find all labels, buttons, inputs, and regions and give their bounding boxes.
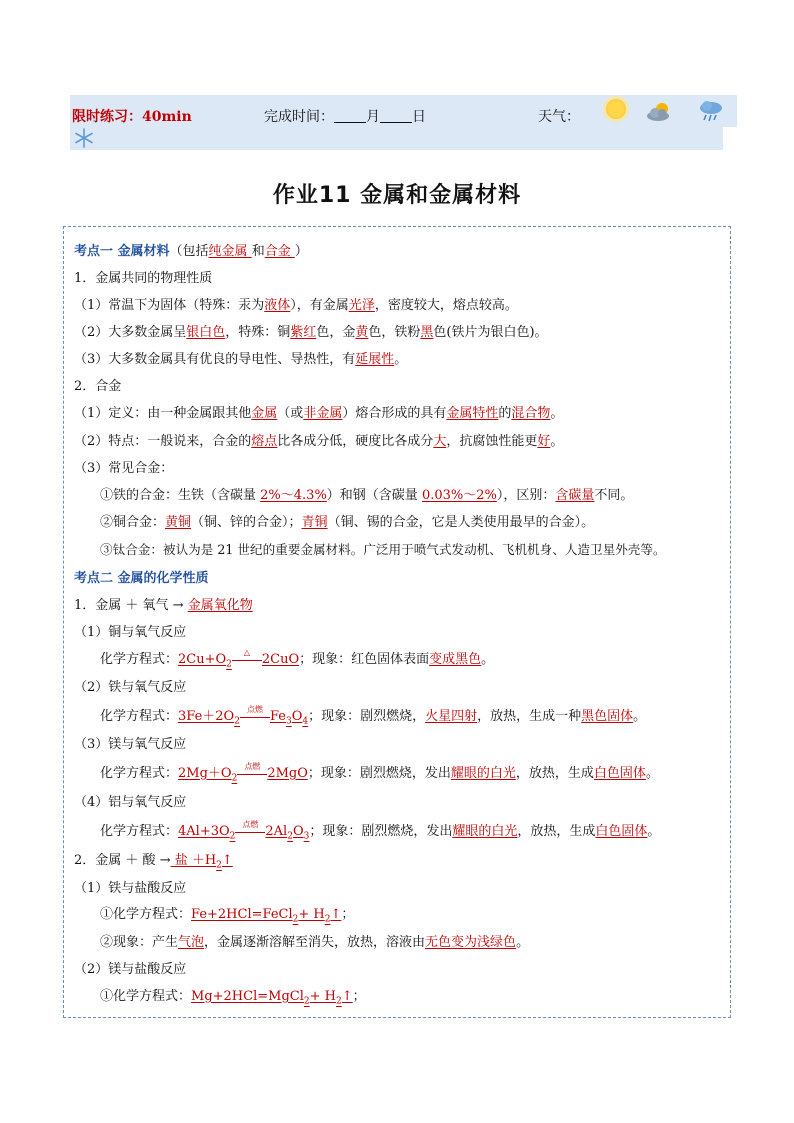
time-limit: 限时练习：40min [72, 109, 192, 125]
iron-acid-phenomenon: ②现象：产生气泡，金属逐渐溶解至消失，放热，溶液由无色变为浅绿色。 [100, 935, 530, 950]
sun-icon[interactable] [606, 99, 626, 119]
titanium-alloy-line: ③钛合金：被认为是 21 世纪的重要金属材料。广泛用于喷气式发动机、飞机机身、人造卫星外壳等。 [100, 542, 666, 557]
metal-acid-rule: 2．金属 ＋ 酸 → 盐 $+H_2↑$ [74, 853, 233, 871]
section2-heading: 考点二 金属的化学性质 [74, 571, 209, 586]
iron-oxygen-equation: 化学方程式：$3Fe+2O_2$ 点燃 $Fe_3O_4$；现象：剧烈燃烧，火星四射，放热，生成一种黑色固体。 [100, 705, 647, 727]
reaction-condition-arrow: △ [232, 653, 262, 663]
reaction-condition-arrow: 点燃 [240, 710, 270, 720]
reaction-condition-arrow: 点燃 [237, 767, 267, 777]
partly-cloudy-icon[interactable] [646, 101, 674, 123]
aluminum-oxygen-equation: 化学方程式：$4Al+3O_2$ 点燃 $2Al_2O_3$；现象：剧烈燃烧，发出耀眼的白光，放热，生成白色固体。 [100, 820, 661, 842]
physical-properties-heading: 1．金属共同的物理性质 [74, 271, 213, 286]
magnesium-oxygen-equation: 化学方程式：$2Mg+O_2$ 点燃 2MgO；现象：剧烈燃烧，发出耀眼的白光，放热，生成白色固体。 [100, 762, 659, 784]
iron-acid-equation: ①化学方程式：Fe+2HCl=FeCl$_2$+ $H_2↑$； [100, 907, 355, 925]
reaction-condition-arrow: 点燃 [235, 825, 265, 835]
month-blank[interactable] [334, 108, 366, 123]
aluminum-oxygen-heading: （4）铝与氧气反应 [74, 795, 187, 810]
snowflake-icon[interactable] [74, 128, 94, 148]
weather-label: 天气： [538, 109, 580, 125]
magnesium-acid-equation: ①化学方程式：Mg+2HCl=MgCl$_2$+ $H_2↑$； [100, 989, 366, 1007]
copper-alloy-line: ②铜合金：黄铜（铜、锌的合金）；青铜（铜、锡的合金，它是人类使用最早的合金）。 [100, 515, 595, 530]
finish-time: 完成时间： 月 日 [264, 109, 426, 125]
copper-oxygen-equation: 化学方程式：$2Cu+O_2$ △ 2CuO；现象：红色固体表面变成黑色。 [100, 648, 495, 670]
alloy-definition: （1）定义：由一种金属跟其他金属（或非金属）熔合形成的具有金属特性的混合物。 [74, 406, 564, 421]
magnesium-acid-heading: （2）镁与盐酸反应 [74, 962, 187, 977]
alloy-heading: 2．合金 [74, 379, 122, 394]
section1-heading: 考点一 金属材料（包括纯金属 和合金 ） [74, 244, 308, 259]
property-line-1: （1）常温下为固体（特殊：汞为液体），有金属光泽，密度较大，熔点较高。 [74, 298, 518, 313]
day-blank[interactable] [380, 108, 412, 123]
copper-oxygen-heading: （1）铜与氧气反应 [74, 625, 187, 640]
common-alloys-heading: （3）常见合金： [74, 461, 174, 476]
content-box [63, 226, 731, 1018]
iron-acid-heading: （1）铁与盐酸反应 [74, 881, 187, 896]
property-line-2: （2）大多数金属呈银白色，特殊：铜紫红色，金黄色，铁粉黑色(铁片为银白色)。 [74, 325, 548, 340]
metal-oxygen-rule: 1．金属 ＋ 氧气 → 金属氧化物 [74, 598, 253, 613]
property-line-3: （3）大多数金属具有优良的导电性、导热性，有延展性。 [74, 352, 408, 367]
header-banner-lower [70, 127, 723, 150]
iron-oxygen-heading: （2）铁与氧气反应 [74, 680, 187, 695]
iron-alloy-line: ①铁的合金：生铁（含碳量 2%～4.3%）和钢（含碳量 0.03%～2%），区别：含碳量不同。 [100, 488, 634, 503]
magnesium-oxygen-heading: （3）镁与氧气反应 [74, 737, 187, 752]
page-title: 作业11 金属和金属材料 [272, 183, 522, 208]
rain-cloud-icon[interactable] [698, 99, 724, 125]
alloy-features: （2）特点：一般说来，合金的熔点比各成分低，硬度比各成分大，抗腐蚀性能更好。 [74, 434, 564, 449]
